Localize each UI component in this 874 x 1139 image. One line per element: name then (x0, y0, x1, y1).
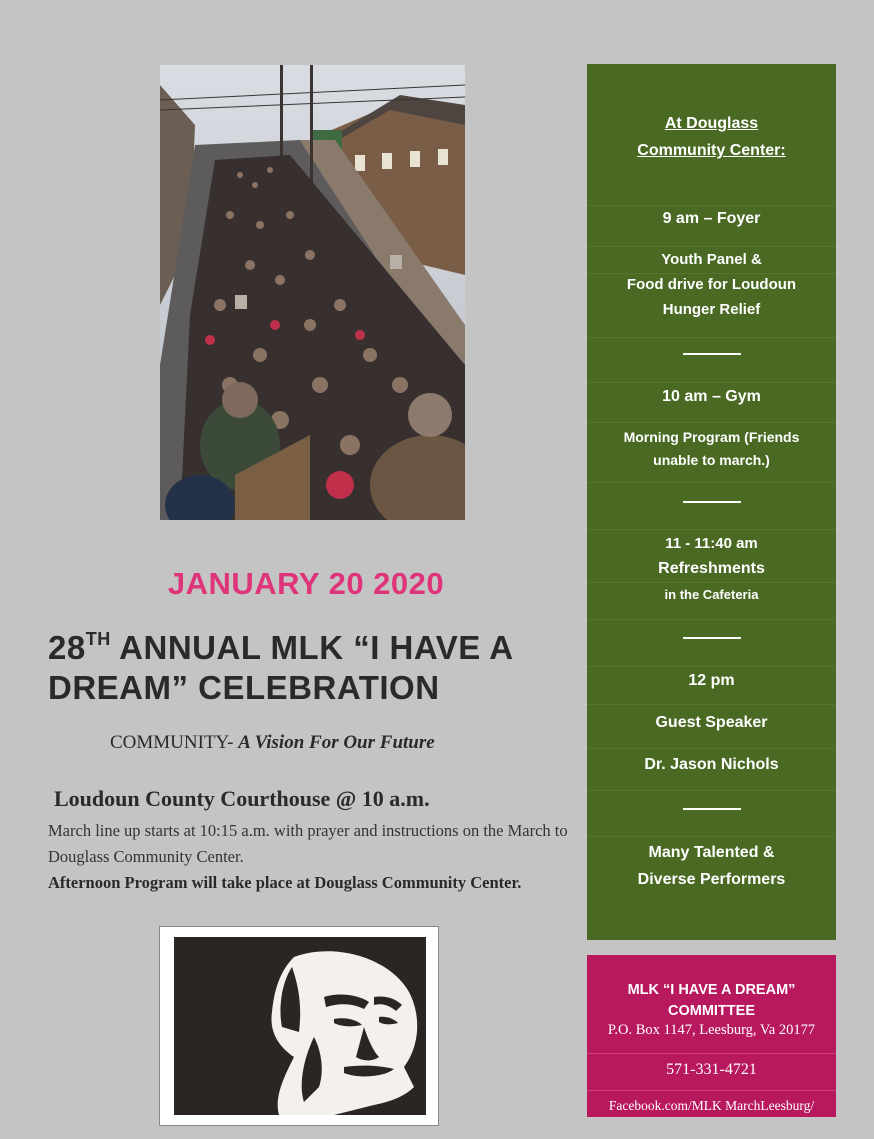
schedule-divider (587, 205, 836, 206)
schedule-divider (587, 836, 836, 837)
schedule-divider (587, 582, 836, 583)
schedule-item-4-line2: Dr. Jason Nichols (644, 756, 779, 773)
march-location: Loudoun County Courthouse @ 10 a.m. (54, 786, 430, 811)
afternoon-text: Afternoon Program will take place at Douglass Community Center. (48, 873, 522, 892)
schedule-dash (683, 353, 741, 355)
schedule-item-1-time: 9 am – Foyer (662, 210, 761, 227)
schedule-divider (587, 790, 836, 791)
schedule-divider (587, 482, 836, 483)
schedule-header-line1: At Douglass (664, 115, 759, 132)
schedule-item-3-line2: in the Cafeteria (664, 587, 759, 602)
schedule-item-5-line2: Diverse Performers (637, 871, 786, 888)
committee-facebook-link[interactable]: Facebook.com/MLK MarchLeesburg/ (608, 1098, 815, 1113)
schedule-divider (587, 666, 836, 667)
schedule-item-4-time: 12 pm (688, 672, 735, 689)
schedule-divider (587, 422, 836, 423)
committee-contact-box (587, 955, 836, 1117)
schedule-item-1-line2: Food drive for Loudoun (626, 276, 797, 293)
schedule-item-1-line1: Youth Panel & (661, 251, 762, 268)
committee-divider (587, 1053, 836, 1054)
event-headline (48, 628, 588, 708)
committee-title (587, 980, 836, 1022)
schedule-dash (683, 637, 741, 639)
event-date: JANUARY 20 2020 (167, 566, 445, 601)
schedule-divider (587, 748, 836, 749)
schedule-divider (587, 529, 836, 530)
headline-number: 28 (48, 629, 86, 666)
schedule-dash (683, 501, 741, 503)
tagline-emphasis: A Vision For Our Future (238, 732, 435, 753)
schedule-divider (587, 382, 836, 383)
headline-title: ANNUAL MLK “I HAVE A DREAM” CELEBRATION (48, 629, 513, 706)
schedule-item-1-line3: Hunger Relief (662, 301, 761, 318)
headline-ordinal: TH (85, 629, 111, 649)
schedule-divider (587, 273, 836, 274)
schedule-item-3-line1: Refreshments (658, 560, 765, 577)
lineup-text: March line up starts at 10:15 a.m. with prayer and instructions on the March to Douglass Community Center. (48, 821, 568, 866)
schedule-item-2-time: 10 am – Gym (662, 388, 761, 405)
schedule-divider (587, 619, 836, 620)
schedule-item-4-line1: Guest Speaker (655, 714, 768, 731)
tagline (110, 732, 435, 754)
march-info (48, 818, 568, 896)
schedule-divider (587, 704, 836, 705)
tagline-plain: COMMUNITY- (110, 732, 239, 753)
committee-title-line2: COMMITTEE (668, 1003, 755, 1019)
schedule-item-2-line1: Morning Program (Friends (623, 429, 800, 445)
schedule-divider (587, 337, 836, 338)
march-crowd-photo (160, 65, 465, 520)
committee-address: P.O. Box 1147, Leesburg, Va 20177 (607, 1022, 816, 1038)
schedule-item-2-line2: unable to march.) (653, 452, 770, 468)
schedule-panel (587, 64, 836, 940)
committee-phone: 571-331-4721 (666, 1061, 757, 1078)
schedule-dash (683, 808, 741, 810)
schedule-item-5-line1: Many Talented & (648, 844, 775, 861)
schedule-divider (587, 246, 836, 247)
schedule-item-3-time: 11 - 11:40 am (665, 535, 758, 552)
committee-title-line1: MLK “I HAVE A DREAM” (627, 982, 796, 998)
committee-divider (587, 1090, 836, 1091)
schedule-header-line2: Community Center: (637, 142, 786, 159)
mlk-portrait-image (159, 926, 439, 1126)
